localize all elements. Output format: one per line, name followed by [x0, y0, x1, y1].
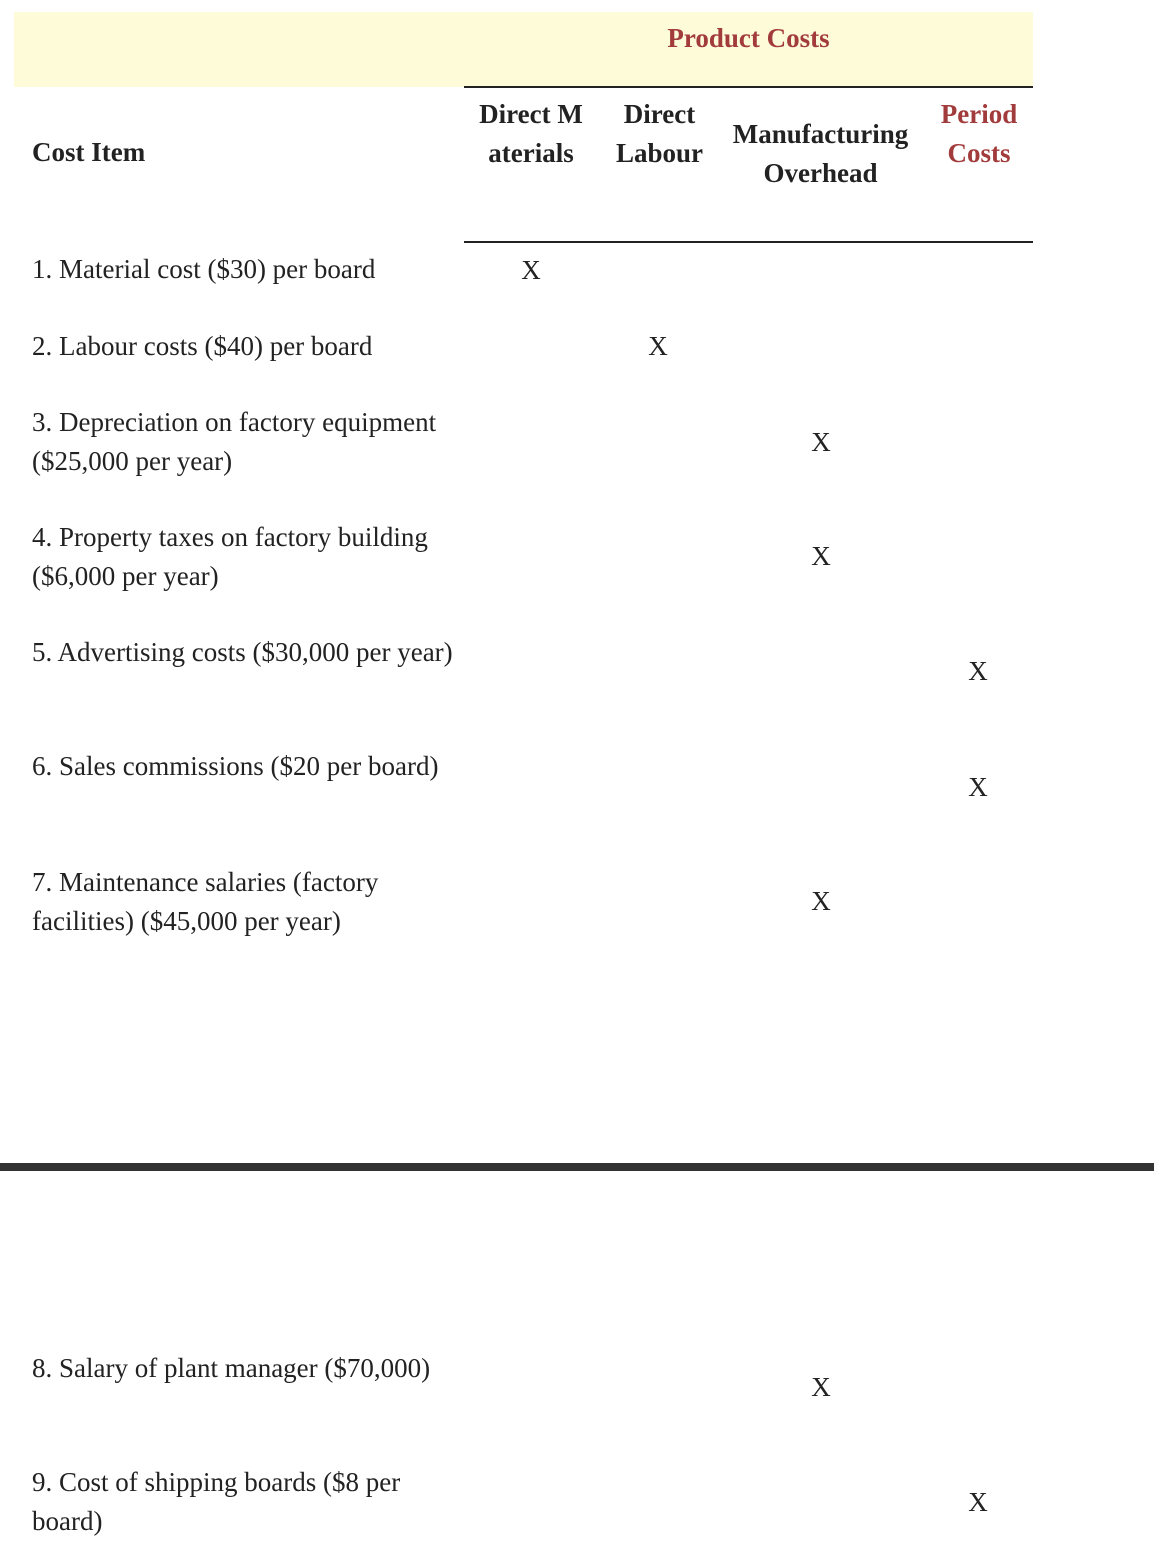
col-header-direct-labour: Direct Labour [615, 99, 704, 168]
row-4-label: 4. Property taxes on factory building ($6,000 per year) [32, 522, 428, 591]
row-8-label: 8. Salary of plant manager ($70,000) [32, 1353, 431, 1383]
row-9-label: 9. Cost of shipping boards ($8 per board) [32, 1467, 401, 1536]
cost-item-header: Cost Item [32, 137, 146, 167]
row-4-mark: X [811, 541, 831, 571]
row-3-label: 3. Depreciation on factory equipment ($25,000 per year) [32, 407, 437, 476]
row-2-label: 2. Labour costs ($40) per board [32, 331, 373, 361]
row-5-label: 5. Advertising costs ($30,000 per year) [32, 637, 453, 667]
row-7-mark: X [811, 886, 831, 916]
row-7-label: 7. Maintenance salaries (factory facilities) ($45,000 per year) [32, 867, 379, 936]
header-bottom-rule [464, 241, 1033, 243]
product-costs-title: Product Costs [667, 23, 830, 53]
row-2-mark: X [648, 331, 668, 361]
row-6-mark: X [968, 772, 988, 802]
row-6-label: 6. Sales commissions ($20 per board) [32, 751, 439, 781]
col-header-period-costs: Period Costs [940, 99, 1018, 168]
header-top-rule [464, 86, 1033, 88]
row-5-mark: X [968, 656, 988, 686]
col-header-direct-materials: Direct Materials [479, 99, 583, 168]
row-1-mark: X [521, 255, 541, 285]
row-1-label: 1. Material cost ($30) per board [32, 254, 376, 284]
row-3-mark: X [811, 427, 831, 457]
row-8-mark: X [811, 1372, 831, 1402]
page-divider [0, 1163, 1154, 1171]
row-9-mark: X [968, 1487, 988, 1517]
col-header-manufacturing-overhead: Manufacturing Overhead [732, 119, 909, 188]
